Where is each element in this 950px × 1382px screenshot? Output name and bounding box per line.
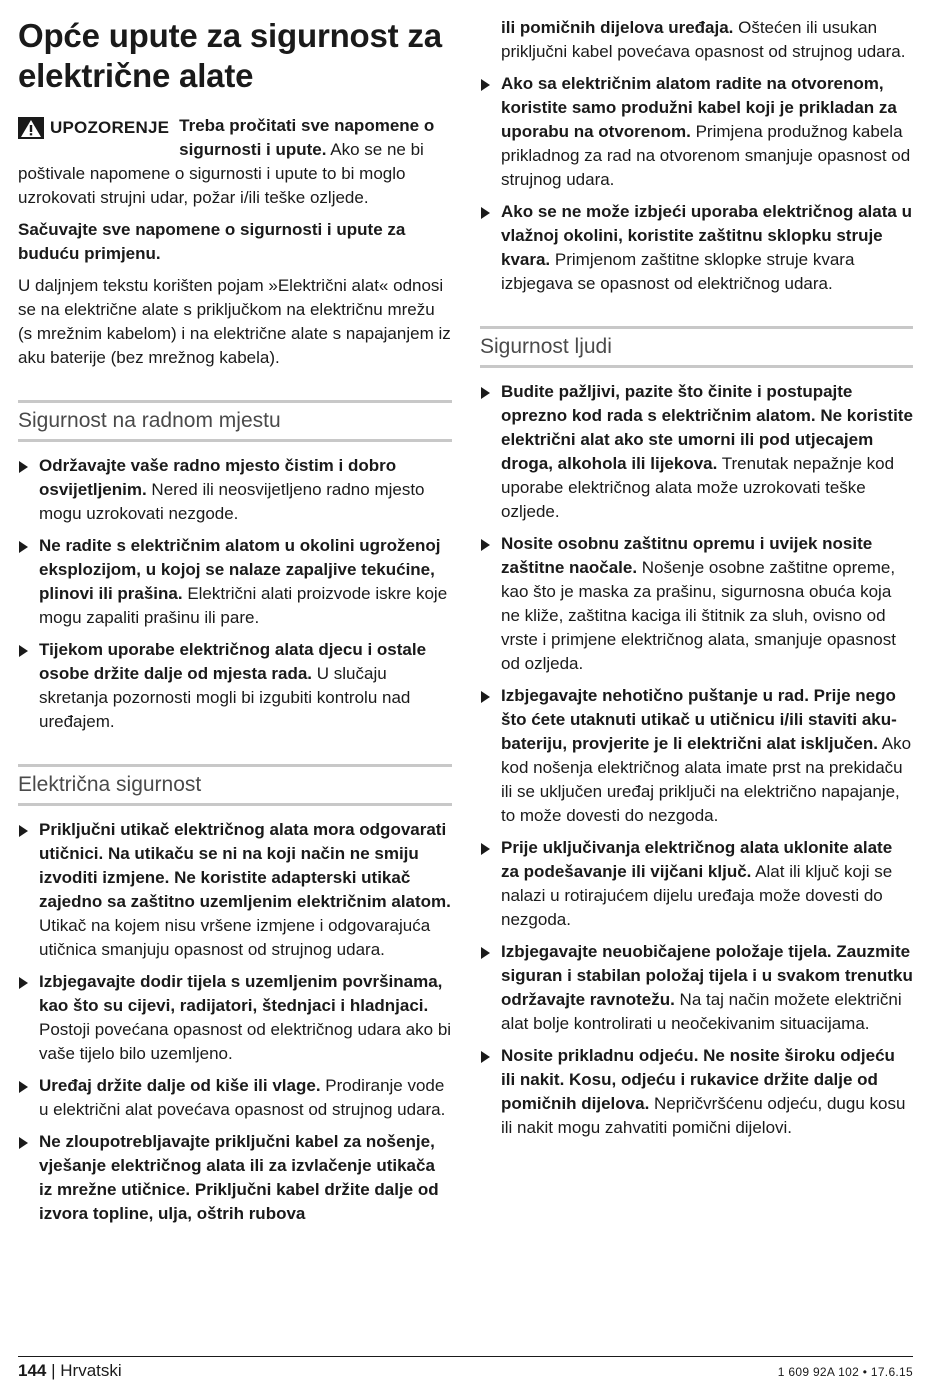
list-item xyxy=(18,454,452,526)
list-item xyxy=(480,380,913,524)
item-text: Utikač na kojem nisu vršene izmjene i odgovarajuća utičnica smanjuju opasnost od strujnog udara. xyxy=(39,916,431,959)
arrow-bullet-icon xyxy=(19,825,28,837)
arrow-bullet-icon xyxy=(481,1051,490,1063)
arrow-bullet-icon xyxy=(19,1081,28,1093)
arrow-bullet-icon xyxy=(481,387,490,399)
warning-label: UPOZORENJE xyxy=(50,118,170,137)
list-item xyxy=(480,1044,913,1140)
item-text: Trenutak nepažnje kod uporabe električnog alata može uzrokovati teške ozljede. xyxy=(501,454,895,521)
arrow-bullet-icon xyxy=(481,843,490,855)
footer-page-info xyxy=(18,1360,122,1382)
item-text: Prodiranje vode u električni alat povećava opasnost od strujnog udara. xyxy=(39,1076,446,1119)
footer-language: Hrvatski xyxy=(60,1361,122,1380)
item-bold-text: Nosite prikladnu odjeću. Ne nosite široku odjeću ili nakit. Kosu, odjeću i rukavice držite dalje od pomičnih dijelova. xyxy=(501,1046,895,1113)
item-bold-text: Održavajte vaše radno mjesto čistim i dobro osvijetljenim. xyxy=(39,456,397,499)
right-column xyxy=(480,0,913,1148)
list-item xyxy=(18,1130,452,1226)
item-text: Nered ili neosvijetljeno radno mjesto mogu uzrokovati nezgode. xyxy=(39,480,425,523)
arrow-bullet-icon xyxy=(19,645,28,657)
item-bold-text: Ako sa električnim alatom radite na otvorenom, koristite samo produžni kabel koji je prikladan za uporabu na otvorenom. xyxy=(501,74,897,141)
item-bold-text: Izbjegavajte dodir tijela s uzemljenim površinama, kao što su cijevi, radijatori, štednjaci i hladnjaci. xyxy=(39,972,443,1015)
section-heading-workplace: Sigurnost na radnom mjestu xyxy=(18,400,452,442)
item-bold-text: Nosite osobnu zaštitnu opremu i uvijek nosite zaštitne naočale. xyxy=(501,534,873,577)
item-text: Alat ili ključ koji se nalazi u rotirajućem dijelu uređaja može dovesti do nezgoda. xyxy=(501,862,893,929)
item-bold-text: Budite pažljivi, pazite što činite i postupajte oprezno kod rada s električnim alatom. Ne koristite električni alat ako ste umorni ili pod utjecajem droga, alkohola ili lijekova. xyxy=(501,382,913,473)
warning-badge xyxy=(18,116,169,140)
arrow-bullet-icon xyxy=(481,207,490,219)
list-item xyxy=(480,532,913,676)
item-bold-text: Izbjegavajte nehotično puštanje u rad. Prije nego što ćete utaknuti utikač u utičnicu i/ili staviti aku-bateriju, provjerite je li električni alat isključen. xyxy=(501,686,897,753)
arrow-bullet-icon xyxy=(481,79,490,91)
section-heading-electrical: Električna sigurnost xyxy=(18,764,452,806)
item-bold-text: Izbjegavajte neuobičajene položaje tijela. Zauzmite siguran i stabilan položaj tijela i u svakom trenutku održavajte ravnotežu. xyxy=(501,942,913,1009)
intro-paragraph: U daljnjem tekstu korišten pojam »Električni alat« odnosi se na električne alate s priključkom na električnu mrežu (s mrežnim kabelom) i na električne alate s napajanjem iz aku baterije (bez mrežnog kabela). xyxy=(18,276,451,367)
arrow-bullet-icon xyxy=(481,691,490,703)
footer-doc-code: 1 609 92A 102 • 17.6.15 xyxy=(777,1365,913,1379)
item-text: Primjenom zaštitne sklopke struje kvara izbjegava se opasnost od električnog udara. xyxy=(501,250,855,293)
footer-divider xyxy=(18,1356,913,1357)
item-bold-text: ili pomičnih dijelova uređaja. xyxy=(501,18,734,37)
arrow-bullet-icon xyxy=(19,461,28,473)
list-item xyxy=(480,684,913,828)
item-bold-text: Ako se ne može izbjeći uporaba električnog alata u vlažnoj okolini, koristite zaštitnu sklopku struje kvara. xyxy=(501,202,912,269)
item-text: Na taj način možete električni alat bolje kontrolirati u neočekivanim situacijama. xyxy=(501,990,902,1033)
item-text: Nepričvršćenu odjeću, dugu kosu ili nakit mogu zahvatiti pomični dijelovi. xyxy=(501,1094,906,1137)
footer-separator: | xyxy=(46,1361,61,1380)
item-text: Ako kod nošenja električnog alata imate prst na prekidaču ili se uključen uređaj priključi na električno napajanje, to može dovesti do nezgoda. xyxy=(501,734,912,825)
arrow-bullet-icon xyxy=(481,947,490,959)
item-bold-text: Uređaj držite dalje od kiše ili vlage. xyxy=(39,1076,321,1095)
list-item xyxy=(480,200,913,296)
list-item-continuation xyxy=(480,16,913,64)
left-column xyxy=(18,0,452,1234)
item-bold-text: Priključni utikač električnog alata mora odgovarati utičnici. Na utikaču se ni na koji način ne smiju izvoditi izmjene. Ne koristite adapterski utikač zajedno sa zaštitno uzemljenim električnim alatom. xyxy=(39,820,451,911)
item-bold-text: Tijekom uporabe električnog alata djecu i ostale osobe držite dalje od mjesta rada. xyxy=(39,640,427,683)
page-number: 144 xyxy=(18,1361,47,1380)
item-text: Nošenje osobne zaštitne opreme, kao što je maska za prašinu, sigurnosna obuća koja ne kliže, zaštitna kaciga ili štitnik za sluh, ovisno od vrste i primjene električnog alata, smanjuje opasnost od ozljeda. xyxy=(501,558,896,673)
item-text: Postoji povećana opasnost od električnog udara ako bi vaše tijelo bilo uzemljeno. xyxy=(39,1020,452,1063)
item-bold-text: Prije uključivanja električnog alata uklonite alate za podešavanje ili vijčani ključ. xyxy=(501,838,893,881)
item-bold-text: Ne radite s električnim alatom u okolini ugroženoj eksplozijom, u kojoj se nalaze zapaljive tekućine, plinovi ili prašina. xyxy=(39,536,441,603)
arrow-bullet-icon xyxy=(19,977,28,989)
warning-triangle-icon xyxy=(18,117,44,139)
warning-bold-text: Treba pročitati sve napomene o sigurnosti i upute. xyxy=(179,116,435,159)
list-item xyxy=(18,534,452,630)
warning-block xyxy=(18,114,452,210)
list-item xyxy=(18,638,452,734)
item-bold-text: Ne zloupotrebljavajte priključni kabel za nošenje, vješanje električnog alata ili za izvlačenje utikača iz mrežne utičnice. Priključni kabel držite dalje od izvora topline, ulja, oštrih rubova xyxy=(39,1132,439,1223)
item-text: Oštećen ili usukan priključni kabel povećava opasnost od strujnog udara. xyxy=(501,18,906,61)
item-text: Električni alati proizvode iskre koje mogu zapaliti prašinu ili pare. xyxy=(39,584,448,627)
save-note: Sačuvajte sve napomene o sigurnosti i upute za buduću primjenu. xyxy=(18,220,406,263)
item-text: Primjena produžnog kabela prikladnog za rad na otvorenom smanjuje opasnost od strujnog udara. xyxy=(501,122,911,189)
section-heading-personal: Sigurnost ljudi xyxy=(480,326,913,368)
arrow-bullet-icon xyxy=(481,539,490,551)
list-item xyxy=(480,836,913,932)
list-item xyxy=(18,1074,452,1122)
list-item xyxy=(18,970,452,1066)
list-item xyxy=(480,940,913,1036)
item-text: U slučaju skretanja pozornosti mogli bi izgubiti kontrolu nad uređajem. xyxy=(39,664,411,731)
arrow-bullet-icon xyxy=(19,541,28,553)
arrow-bullet-icon xyxy=(19,1137,28,1149)
page-title: Opće upute za sigurnost za električne alate xyxy=(18,17,442,94)
warning-text: Ako se ne bi poštivale napomene o sigurnosti i upute to bi moglo uzrokovati strujni udar, požar i/ili teške ozljede. xyxy=(18,140,424,207)
list-item xyxy=(18,818,452,962)
list-item xyxy=(480,72,913,192)
